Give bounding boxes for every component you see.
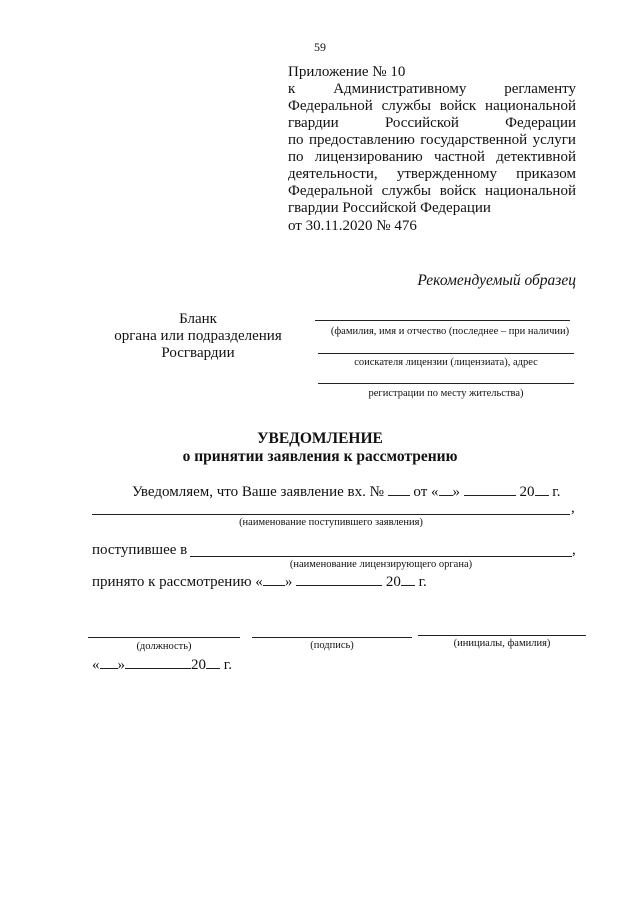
position-caption: (должность)	[136, 641, 192, 652]
appendix-word: национальной	[485, 98, 576, 114]
letterhead-block	[100, 311, 296, 362]
signature-date-line	[92, 655, 232, 674]
appendix-word: услуги	[532, 132, 576, 148]
name-caption: (инициалы, фамилия)	[453, 638, 551, 649]
notice-month-field[interactable]	[464, 482, 516, 496]
appendix-word: детективной	[496, 149, 576, 165]
appendix-line-8	[288, 183, 576, 200]
notice-year-prefix: 20	[519, 484, 535, 500]
applicant-caption-registration: регистрации по месту жительства)	[368, 388, 524, 399]
document-subtitle: о принятии заявления к рассмотрению	[182, 448, 458, 465]
date-year-field[interactable]	[206, 655, 220, 669]
accepted-year-prefix: 20	[385, 574, 401, 590]
date-quote-open: «	[92, 657, 100, 673]
application-name-field[interactable]	[92, 514, 570, 515]
appendix-line-9: гвардии Российской Федерации	[288, 200, 491, 216]
appendix-word: частной	[433, 149, 485, 165]
applicant-caption-address: соискателя лицензии (лицензиата), адрес	[354, 357, 538, 368]
appendix-word: Административному	[333, 81, 467, 97]
position-field[interactable]	[88, 637, 240, 638]
notice-year-field[interactable]	[535, 482, 549, 496]
accepted-line	[92, 572, 427, 591]
appendix-word: приказом	[516, 166, 576, 182]
appendix-word: регламенту	[504, 81, 576, 97]
date-day-field[interactable]	[100, 655, 118, 669]
date-month-field[interactable]	[125, 655, 191, 669]
letterhead-line-3: Росгвардии	[161, 345, 235, 361]
appendix-word: национальной	[485, 183, 576, 199]
applicant-line-3	[318, 383, 574, 384]
notice-line	[132, 482, 560, 501]
appendix-word: по	[288, 149, 304, 165]
appendix-line-4	[288, 115, 576, 132]
appendix-word: Федерации	[505, 115, 576, 131]
appendix-line-3	[288, 98, 576, 115]
accepted-year-field[interactable]	[401, 572, 415, 586]
appendix-word: службы	[381, 98, 431, 114]
date-g: г.	[223, 657, 232, 673]
appendix-line-2	[288, 81, 576, 98]
letterhead-line-2: органа или подразделения	[114, 328, 282, 344]
notice-g: г.	[552, 484, 561, 500]
appendix-word: Федеральной	[288, 183, 373, 199]
accepted-quote-close: »	[284, 574, 293, 590]
appendix-line-10: от 30.11.2020 № 476	[288, 218, 417, 234]
application-comma: ,	[571, 500, 575, 516]
applicant-line-2	[318, 353, 574, 354]
appendix-word: службы	[381, 183, 431, 199]
appendix-word: государственной	[420, 132, 528, 148]
notice-text: Уведомляем, что Ваше заявление вх. №	[132, 484, 384, 500]
accepted-label: принято к рассмотрению «	[92, 574, 263, 590]
date-quote-close: »	[117, 657, 125, 673]
accepted-month-field[interactable]	[296, 572, 382, 586]
signature-field[interactable]	[252, 637, 412, 638]
appendix-word: предоставлению	[308, 132, 415, 148]
appendix-word: гвардии	[288, 115, 339, 131]
notice-quote-close: »	[452, 484, 461, 500]
appendix-line-1: Приложение № 10	[288, 64, 406, 80]
appendix-word: по	[288, 132, 304, 148]
licensing-org-field[interactable]	[190, 556, 572, 557]
appendix-word: войск	[439, 183, 477, 199]
appendix-word: Федеральной	[288, 98, 373, 114]
licensing-org-caption: (наименование лицензирующего органа)	[289, 559, 473, 570]
application-caption: (наименование поступившего заявления)	[239, 517, 423, 528]
recommended-sample-label: Рекомендуемый образец	[417, 272, 576, 289]
page-number: 59	[314, 40, 326, 54]
appendix-word: войск	[439, 98, 477, 114]
signature-caption: (подпись)	[310, 640, 354, 651]
appendix-line-5	[288, 132, 576, 149]
appendix-word: к	[288, 81, 296, 97]
incoming-number-field[interactable]	[388, 482, 410, 496]
notice-day-field[interactable]	[439, 482, 453, 496]
appendix-line-7	[288, 166, 576, 183]
name-field[interactable]	[418, 635, 586, 636]
appendix-word: лицензированию	[314, 149, 423, 165]
date-year-prefix: 20	[191, 657, 206, 673]
notice-from: от «	[413, 484, 439, 500]
document-title: УВЕДОМЛЕНИЕ	[257, 430, 383, 447]
letterhead-line-1: Бланк	[179, 311, 217, 327]
appendix-line-6	[288, 149, 576, 166]
appendix-word: утвержденному	[396, 166, 497, 182]
accepted-g: г.	[418, 574, 427, 590]
received-comma: ,	[572, 542, 576, 558]
accepted-day-field[interactable]	[263, 572, 285, 586]
appendix-word: деятельности,	[288, 166, 378, 182]
applicant-line-1	[315, 320, 570, 321]
appendix-word: Российской	[384, 115, 459, 131]
received-label: поступившее в	[92, 542, 188, 558]
applicant-caption-name: (фамилия, имя и отчество (последнее – при наличии)	[330, 326, 570, 337]
